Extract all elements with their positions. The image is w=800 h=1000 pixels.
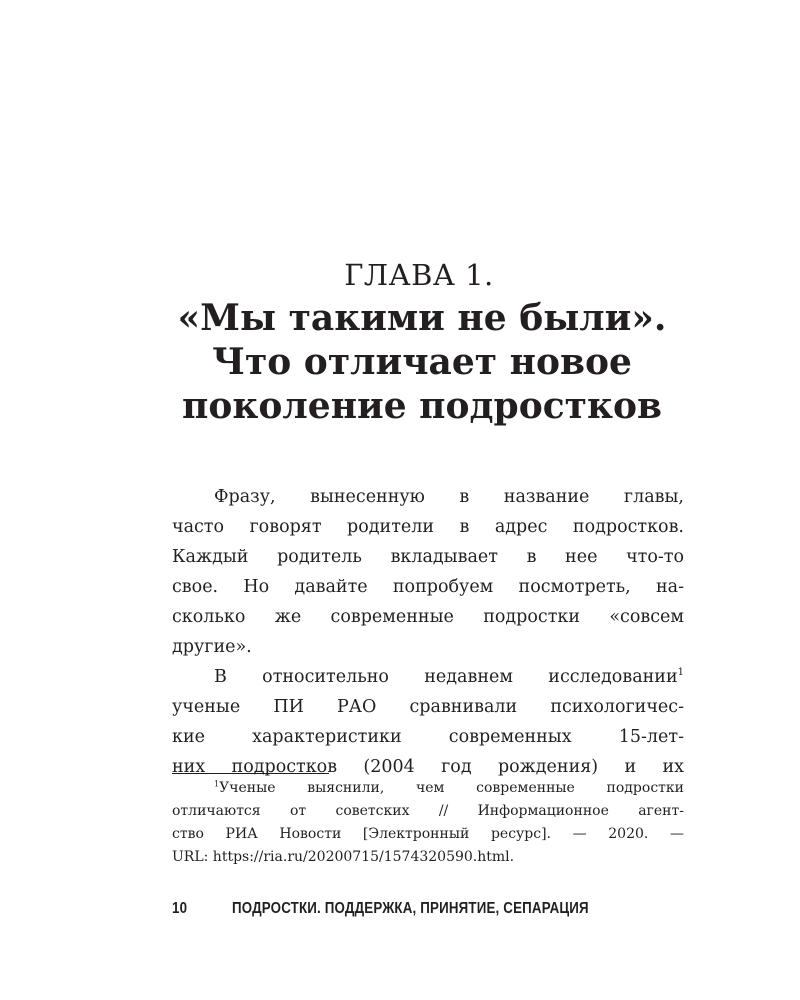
body-line: Фразу, вынесенную в название главы, <box>214 487 684 507</box>
body-line-text: В относительно недавнем исследовании <box>214 667 678 687</box>
chapter-title-line: Что отличает новое <box>212 341 632 383</box>
body-line: кие характеристики современных 15-лет- <box>172 727 684 747</box>
body-line-with-footnote <box>172 662 684 692</box>
footnote-line-text: Ученые выяснили, чем современные подростки <box>219 780 684 796</box>
footnote-line <box>172 777 684 800</box>
footnote-line: отличаются от советских // Информационное агент- <box>172 803 684 819</box>
page-footer <box>172 900 692 918</box>
footnote-number: 1 <box>214 779 220 789</box>
body-line: другие». <box>172 637 252 657</box>
chapter-label: ГЛАВА 1. <box>344 258 494 292</box>
footnote-divider <box>172 773 329 774</box>
chapter-title-line: поколение подростков <box>182 385 662 427</box>
body-line: часто говорят родители в адрес подростков. <box>172 517 684 537</box>
chapter-title <box>0 296 800 428</box>
body-line: Каждый родитель вкладывает в нее что-то <box>172 547 684 567</box>
footnote-line: ство РИА Новости [Электронный ресурс]. — 2020. — <box>172 826 684 842</box>
running-title: ПОДРОСТКИ. ПОДДЕРЖКА, ПРИНЯТИЕ, СЕПАРАЦИЯ <box>232 900 589 917</box>
chapter-title-line: «Мы такими не были». <box>177 297 667 339</box>
body-line: сколько же современные подростки «совсем <box>172 607 684 627</box>
footnote-reference[interactable]: 1 <box>677 667 684 679</box>
body-text <box>172 482 684 782</box>
footnote-url-line[interactable]: URL: https://ria.ru/20200715/1574320590.html. <box>172 849 515 865</box>
body-line: свое. Но давайте попробуем посмотреть, на- <box>172 577 684 597</box>
body-line: них подростков (2004 год рождения) и их <box>172 757 684 777</box>
page-number: 10 <box>172 900 188 917</box>
body-line: ученые ПИ РАО сравнивали психологичес- <box>172 697 684 717</box>
footnote <box>172 777 684 869</box>
